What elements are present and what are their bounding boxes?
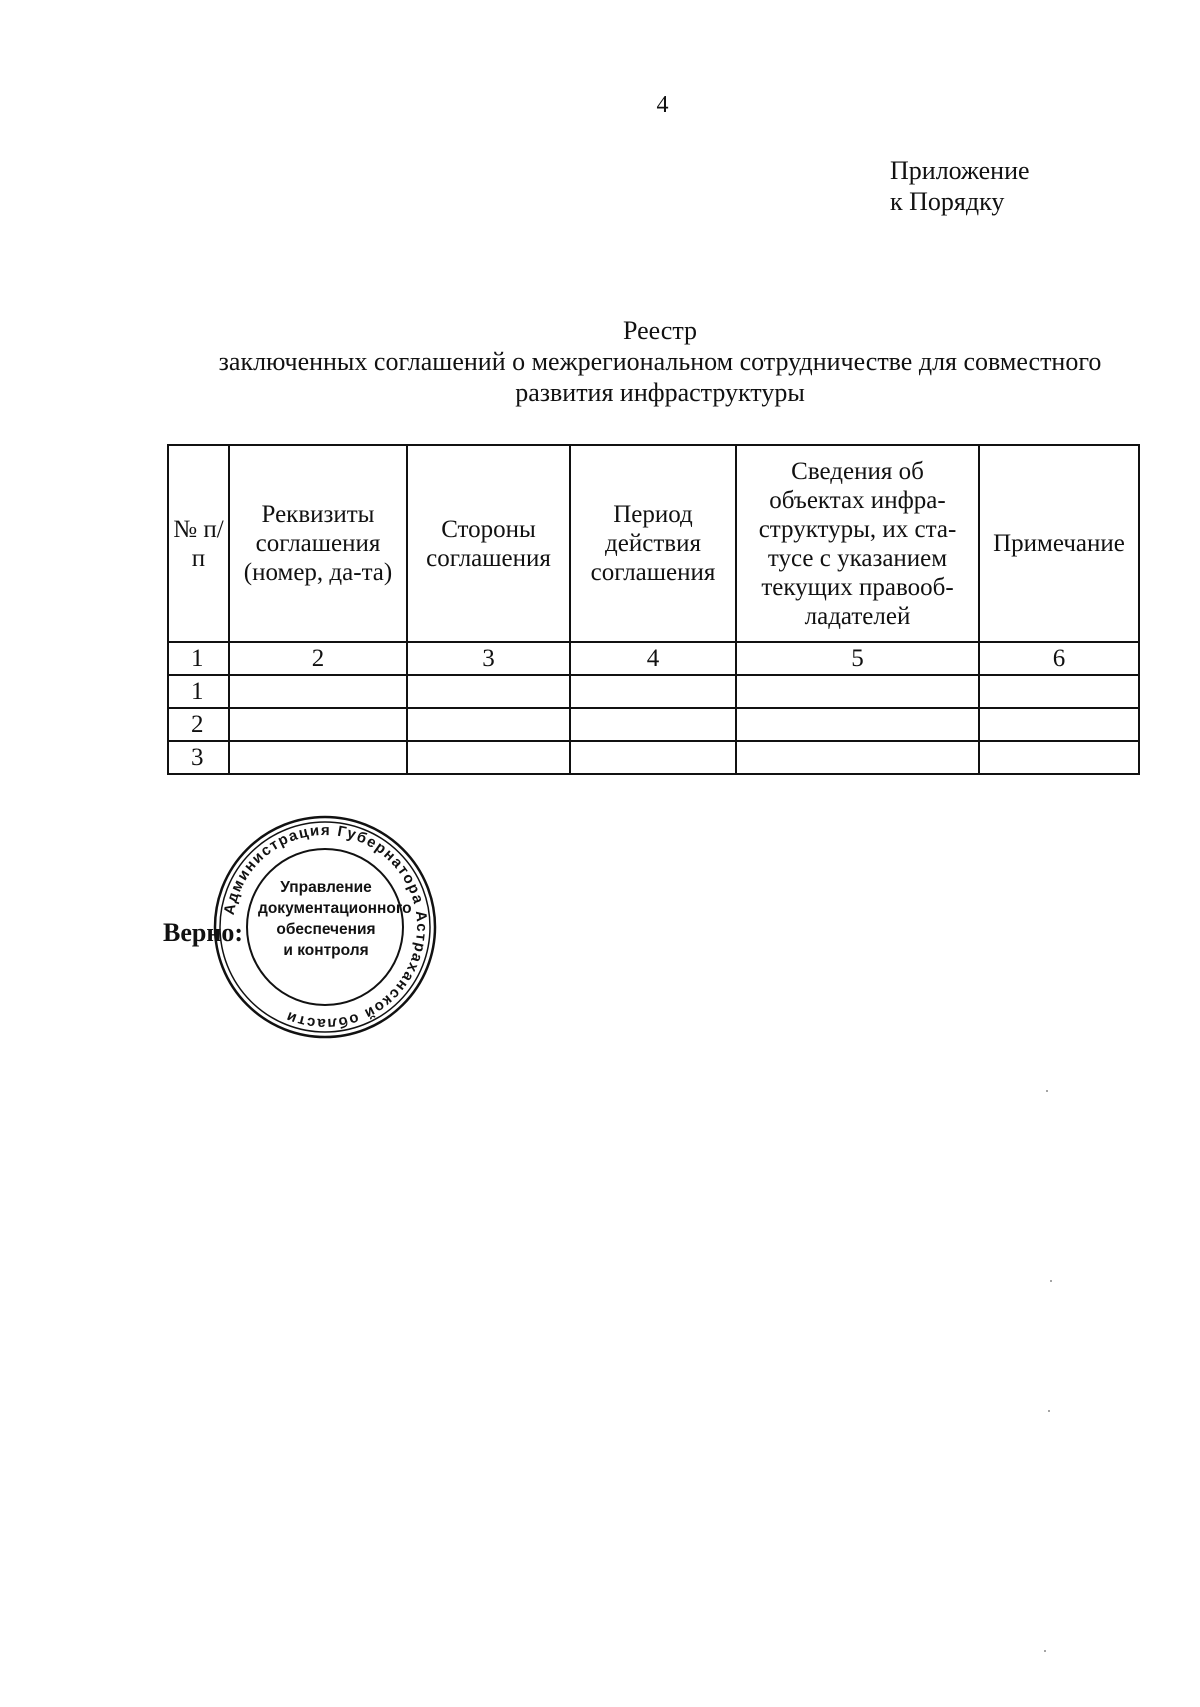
table-cell xyxy=(229,741,407,774)
table-cell xyxy=(570,675,736,708)
row-number-cell: 3 xyxy=(168,741,229,774)
row-number-cell: 2 xyxy=(168,708,229,741)
column-number-cell: 6 xyxy=(979,642,1139,675)
document-title xyxy=(160,315,1160,408)
row-number-cell: 1 xyxy=(168,675,229,708)
table-cell xyxy=(979,708,1139,741)
table-cell xyxy=(229,708,407,741)
table-cell xyxy=(570,741,736,774)
table-cell xyxy=(979,675,1139,708)
stamp-center-line-3: обеспечения xyxy=(276,921,376,938)
table-cell xyxy=(407,675,570,708)
header-cell-parties: Стороны соглашения xyxy=(407,445,570,642)
table-header-row xyxy=(168,445,1139,642)
table-cell xyxy=(979,741,1139,774)
table-cell xyxy=(229,675,407,708)
table-row xyxy=(168,708,1139,741)
stamp-center-line-1: Управление xyxy=(280,879,372,896)
table-cell xyxy=(736,675,979,708)
header-cell-period: Период действия соглашения xyxy=(570,445,736,642)
table-cell xyxy=(736,708,979,741)
table-cell xyxy=(407,708,570,741)
stamp-center-text xyxy=(258,877,412,961)
scan-speck xyxy=(1046,1090,1048,1092)
table-cell xyxy=(736,741,979,774)
column-numbers-row xyxy=(168,642,1139,675)
table-cell xyxy=(407,741,570,774)
appendix-line-2: к Порядку xyxy=(890,187,1005,216)
header-cell-requisites: Реквизиты соглашения (номер, да-та) xyxy=(229,445,407,642)
stamp-outer-text: Администрация Губернатора Астраханской области xyxy=(220,821,431,1033)
header-cell-number: № п/п xyxy=(168,445,229,642)
title-line-2: заключенных соглашений о межрегиональном сотрудничестве для совместного xyxy=(218,347,1102,376)
header-cell-objects: Сведения об объектах инфра-структуры, их ста-тусе с указанием текущих правооб-ладателей xyxy=(736,445,979,642)
table-cell xyxy=(570,708,736,741)
column-number-cell: 4 xyxy=(570,642,736,675)
column-number-cell: 2 xyxy=(229,642,407,675)
certification-label: Верно: xyxy=(163,918,243,947)
stamp-center-line-4: и контроля xyxy=(283,942,369,959)
stamp-center-line-2: документационного xyxy=(258,900,412,917)
column-number-cell: 5 xyxy=(736,642,979,675)
title-line-3: развития инфраструктуры xyxy=(515,378,805,407)
appendix-caption xyxy=(890,155,1030,217)
appendix-line-1: Приложение xyxy=(890,156,1030,185)
title-line-1: Реестр xyxy=(622,316,698,345)
column-number-cell: 1 xyxy=(168,642,229,675)
page-number: 4 xyxy=(656,92,669,118)
scan-speck xyxy=(1048,1410,1050,1412)
scan-speck xyxy=(1050,1280,1052,1282)
table-row xyxy=(168,675,1139,708)
registry-table xyxy=(167,444,1140,775)
table-row xyxy=(168,741,1139,774)
scan-speck xyxy=(1044,1650,1046,1652)
header-cell-note: Примечание xyxy=(979,445,1139,642)
column-number-cell: 3 xyxy=(407,642,570,675)
